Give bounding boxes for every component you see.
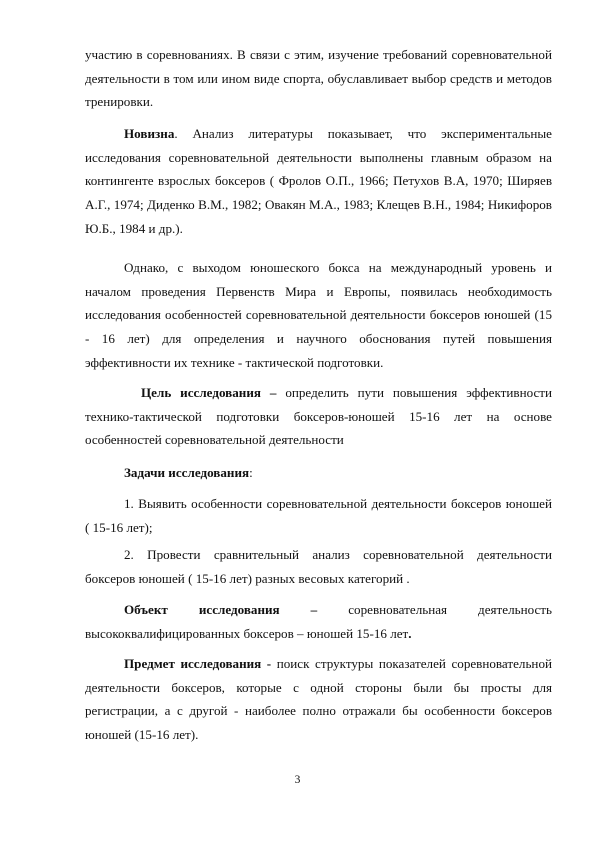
object-heading: Объект исследования – xyxy=(124,602,318,617)
task-item-1 xyxy=(85,492,552,539)
subject-heading: Предмет исследования - xyxy=(124,656,272,671)
paragraph-tasks-heading xyxy=(85,461,552,485)
paragraph-text: 1. Выявить особенности соревновательной деятельности боксеров юношей ( 15-16 лет); xyxy=(85,496,552,535)
paragraph-text: определить пути повышения эффективности технико-тактической подготовки боксеров-юношей 15-16 лет на основе особенностей соревновательной деятельности xyxy=(85,385,553,448)
paragraph-text: 2. Провести сравнительный анализ соревновательной деятельности боксеров юношей ( 15-16 лет) разных весовых категорий . xyxy=(85,547,552,586)
paragraph-text: : xyxy=(249,465,253,480)
paragraph-text: . Анализ литературы показывает, что экспериментальные исследования соревновательной деятельности выполнены главным образом на контингенте взрослых боксеров ( Фролов О.П., 1966; Петухов В.А, 1970; Ширяев А.Г., 1974; Диденко В.М., 1982; Овакян М.А., 1983; Клещев В.Н., 1984; Никифоров Ю.Б., 1984 и др.). xyxy=(85,126,552,236)
paragraph-however xyxy=(85,256,552,375)
paragraph-subject xyxy=(85,652,552,747)
paragraph-intro xyxy=(85,43,552,114)
paragraph-text: поиск структуры показателей соревновательной деятельности боксеров, которые с одной стороны были бы просты для регистрации, а с другой - наиболее полно отражали бы особенности боксеров юношей (15-16 лет). xyxy=(85,656,552,743)
tasks-heading: Задачи исследования xyxy=(124,465,250,480)
goal-heading: Цель исследования – xyxy=(141,385,277,400)
paragraph-text: соревновательная деятельность высококвалифицированных боксеров – юношей 15-16 лет xyxy=(85,602,552,641)
paragraph-text: участию в соревнованиях. В связи с этим, изучение требований соревновательной деятельности в том или ином виде спорта, обуславливает выбор средств и методов тренировки. xyxy=(85,47,552,110)
paragraph-novelty xyxy=(85,122,552,241)
paragraph-text: Однако, с выходом юношеского бокса на международный уровень и началом проведения Первенств Мира и Европы, появилась необходимость исследования особенностей соревновательной деятельности боксеров юношей (15 - 16 лет) для определения и научного обоснования путей повышения эффективности их технике - тактической подготовки. xyxy=(85,260,552,370)
novelty-heading: Новизна xyxy=(124,126,175,141)
task-item-2 xyxy=(85,543,552,590)
paragraph-goal xyxy=(85,381,552,452)
page-number: 3 xyxy=(294,774,301,786)
paragraph-object xyxy=(85,598,552,645)
paragraph-tail: . xyxy=(408,625,412,641)
